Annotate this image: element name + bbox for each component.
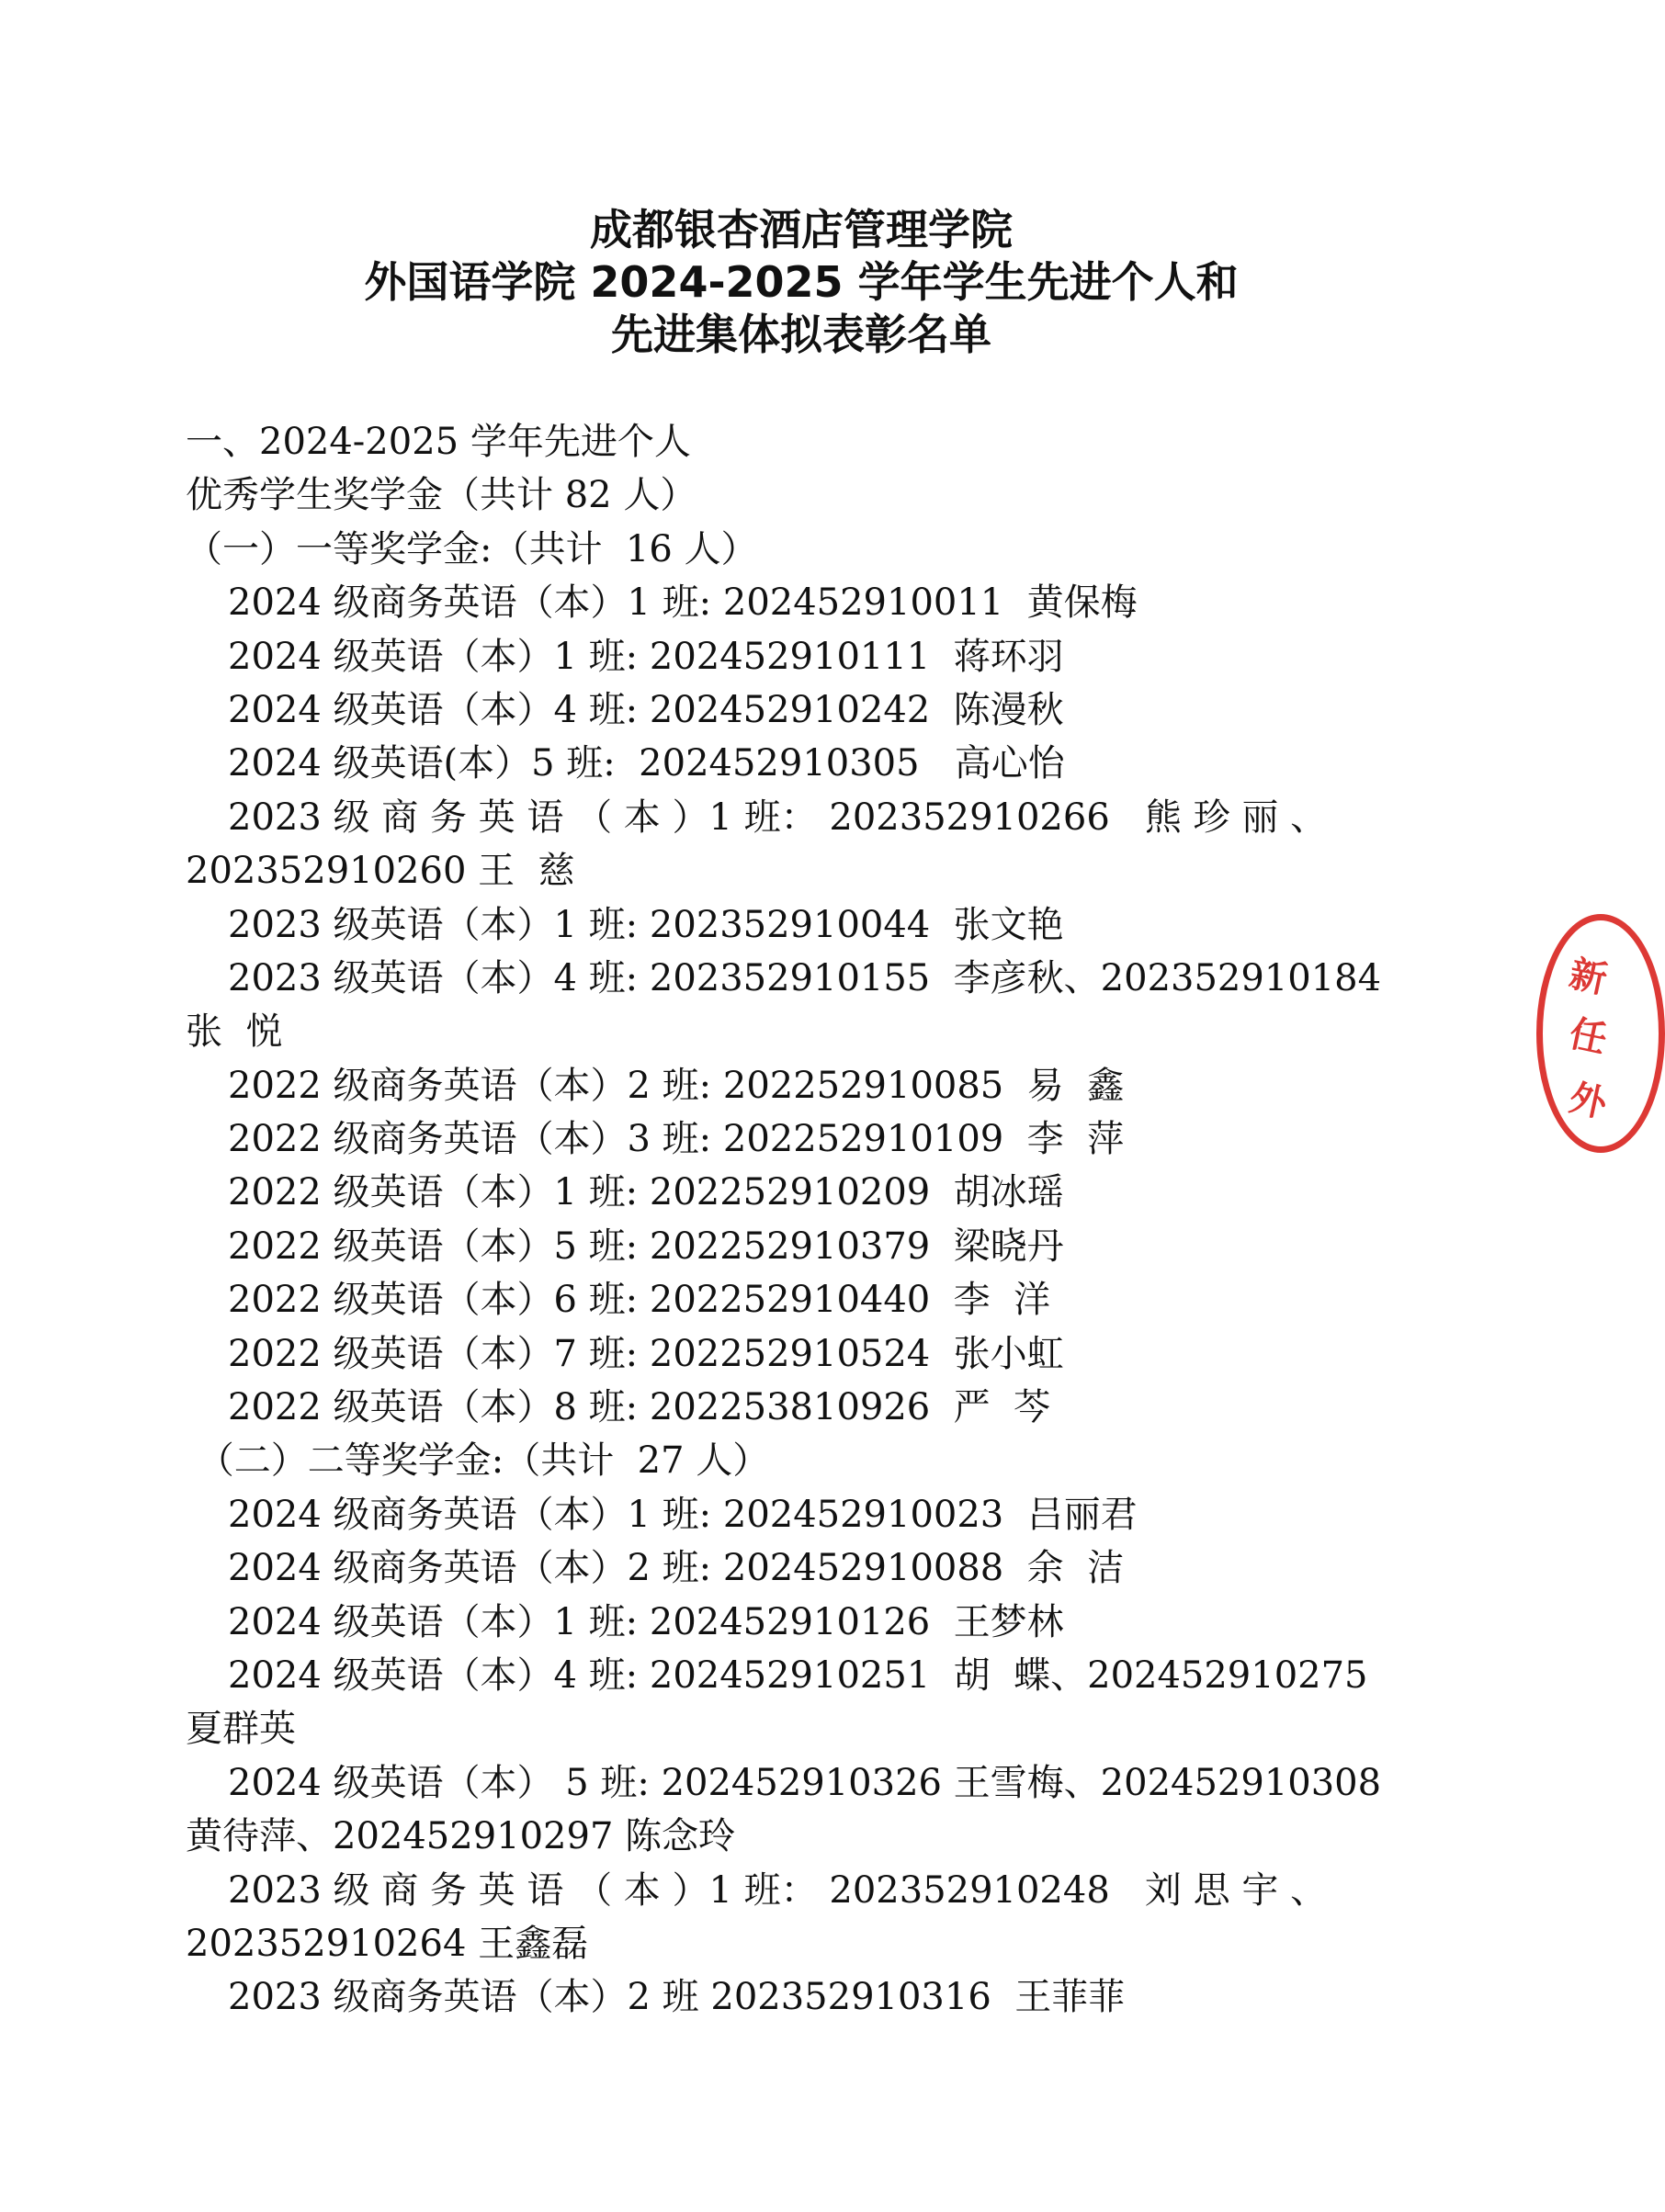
seal-glyph: 外: [1565, 1076, 1611, 1126]
first-class-heading: （一）一等奖学金:（共计 16 人）: [186, 527, 758, 570]
awardee-line: 夏群英: [186, 1708, 296, 1751]
awardee-line: 张 悦: [186, 1010, 283, 1054]
awardee-line: 2022 级商务英语（本）2 班: 202252910085 易 鑫: [228, 1064, 1125, 1107]
awardee-line: 2022 级英语（本）1 班: 202252910209 胡冰瑶: [228, 1171, 1064, 1214]
awardee-line: 202352910264 王鑫磊: [186, 1922, 589, 1965]
awardee-line: 2024 级英语（本）1 班: 202452910126 王梦林: [228, 1600, 1064, 1643]
awardee-line: 2022 级英语（本）7 班: 202252910524 张小虹: [228, 1332, 1064, 1375]
awardee-line: 2023 级 商 务 英 语 （ 本 ）1 班： 202352910266 熊 珍 丽 、: [228, 796, 1328, 839]
awardee-line: 2022 级英语（本）6 班: 202252910440 李 洋: [228, 1279, 1051, 1322]
second-class-list: [186, 1488, 1417, 2025]
awardee-line: 2022 级商务英语（本）3 班: 202252910109 李 萍: [228, 1118, 1125, 1161]
seal-glyph: 新: [1565, 952, 1611, 1002]
document-body: [186, 415, 1417, 2025]
awardee-line: 2023 级商务英语（本）2 班 202352910316 王菲菲: [228, 1976, 1126, 2019]
awardee-line: 2024 级商务英语（本）2 班: 202452910088 余 洁: [228, 1547, 1125, 1590]
awardee-line: 2023 级英语（本）4 班: 202352910155 李彦秋、202352910184: [228, 956, 1382, 999]
first-class-list: [186, 576, 1417, 1434]
awardee-line: 2024 级英语（本）1 班: 202452910111 蒋环羽: [228, 635, 1064, 678]
title-line-2: 外国语学院 2024-2025 学年学生先进个人和: [364, 257, 1239, 307]
awardee-line: 2024 级英语(本）5 班: 202452910305 高心怡: [228, 742, 1065, 785]
second-class-heading: （二）二等奖学金:（共计 27 人）: [186, 1439, 770, 1483]
awardee-line: 2024 级商务英语（本）1 班: 202452910023 吕丽君: [228, 1493, 1138, 1536]
title-line-3: 先进集体拟表彰名单: [611, 310, 991, 359]
document-title: [0, 204, 1603, 361]
seal-glyph: 任: [1565, 1011, 1611, 1062]
awardee-line: 2023 级英语（本）1 班: 202352910044 张文艳: [228, 903, 1064, 946]
scholarship-heading: 优秀学生奖学金（共计 82 人）: [186, 474, 697, 517]
awardee-line: 2024 级英语（本）4 班: 202452910242 陈漫秋: [228, 688, 1064, 731]
official-seal: [1536, 914, 1665, 1153]
awardee-line: 2024 级英语（本） 5 班: 202452910326 王雪梅、202452910308: [228, 1761, 1382, 1804]
awardee-line: 黄待萍、202452910297 陈念玲: [186, 1815, 736, 1858]
individuals-heading: 一、2024-2025 学年先进个人: [186, 421, 691, 463]
title-line-1: 成都银杏酒店管理学院: [590, 205, 1013, 254]
awardee-line: 2024 级商务英语（本）1 班: 202452910011 黄保梅: [228, 581, 1138, 625]
awardee-line: 2022 级英语（本）8 班: 202253810926 严 芩: [228, 1386, 1051, 1429]
awardee-line: 2022 级英语（本）5 班: 202252910379 梁晓丹: [228, 1224, 1064, 1268]
awardee-line: 2024 级英语（本）4 班: 202452910251 胡 蝶、202452910275: [228, 1653, 1368, 1697]
awardee-line: 202352910260 王 慈: [186, 850, 575, 893]
awardee-line: 2023 级 商 务 英 语 （ 本 ）1 班： 202352910248 刘 思 宇 、: [228, 1868, 1328, 1912]
